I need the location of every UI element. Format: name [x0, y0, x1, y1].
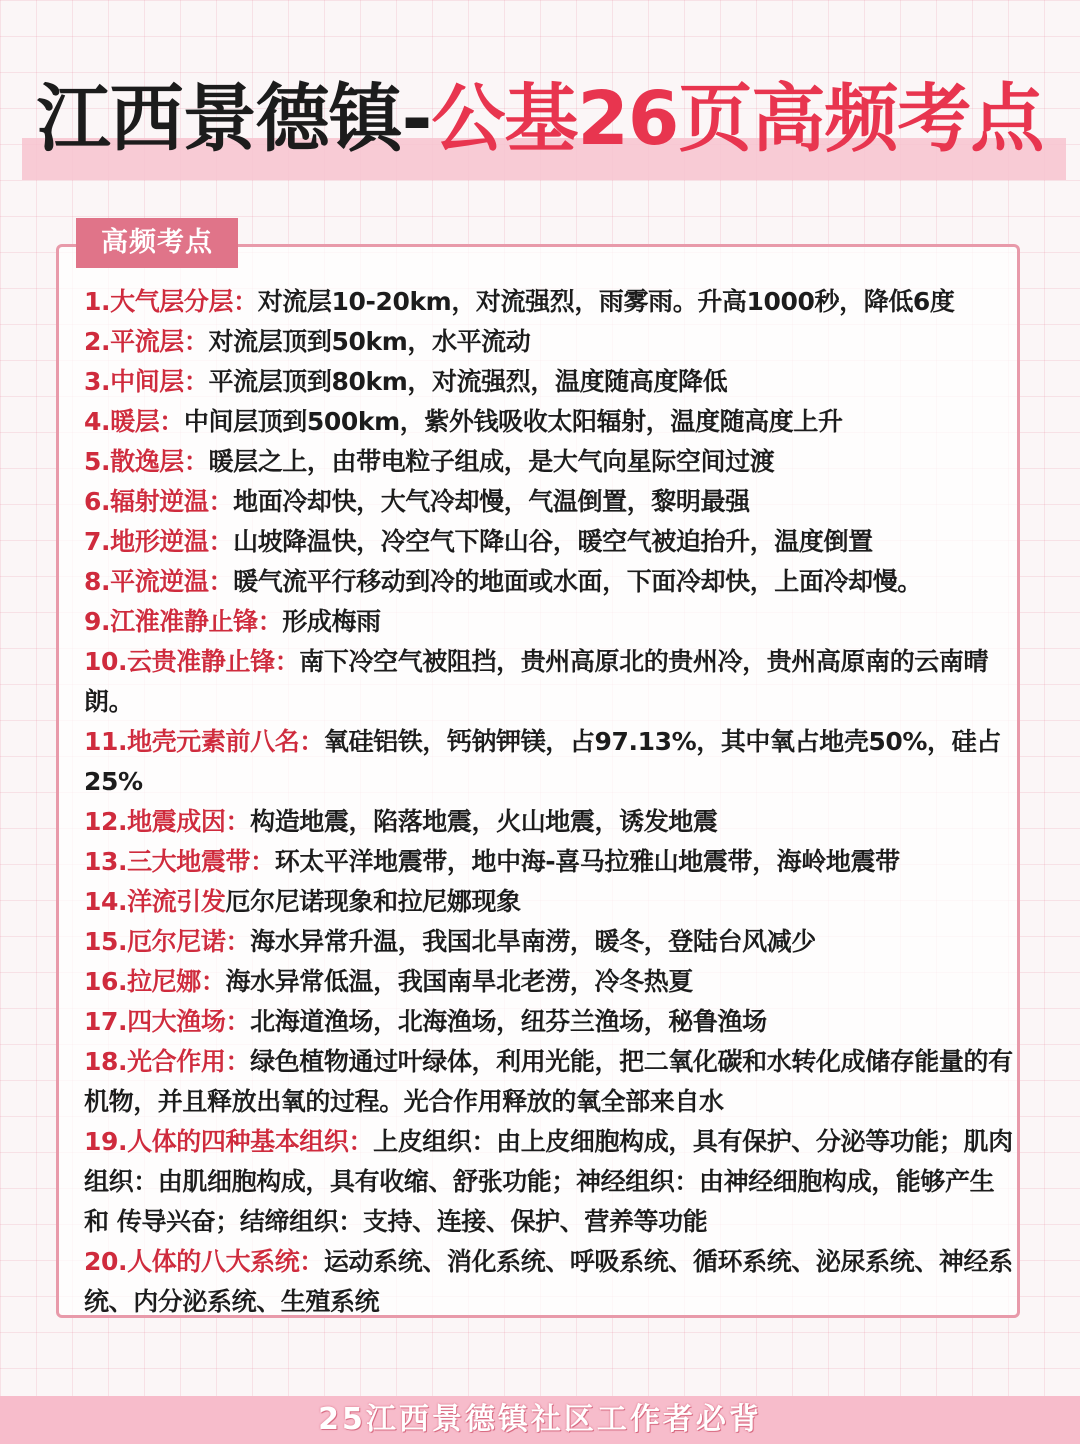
item-label: 17.四大渔场： — [84, 1007, 251, 1036]
page-title — [0, 64, 1080, 174]
item-text: 环太平洋地震带，地中海-喜马拉雅山地震带，海岭地震带 — [274, 847, 900, 876]
item-text: 海水异常低温，我国南旱北老涝，冷冬热夏 — [225, 967, 693, 996]
list-item — [84, 642, 1014, 722]
list-item — [84, 1242, 1014, 1322]
footer-banner: 25江西景德镇社区工作者必背 — [0, 1396, 1080, 1444]
item-label: 2.平流层： — [84, 327, 209, 356]
item-label: 15.厄尔尼诺： — [84, 927, 251, 956]
list-item — [84, 322, 1014, 362]
list-item — [84, 402, 1014, 442]
list-item — [84, 722, 1014, 802]
item-label: 8.平流逆温： — [84, 567, 234, 596]
item-label: 18.光合作用： — [84, 1047, 251, 1076]
item-label: 16.拉尼娜： — [84, 967, 226, 996]
item-label: 20.人体的八大系统： — [84, 1247, 324, 1276]
item-label: 6.辐射逆温： — [84, 487, 234, 516]
item-text: 运动系统、消化系统、呼吸系统、循环系统、泌尿系统、神经系统、内分泌系统、生殖系统 — [84, 1247, 1013, 1316]
item-text: 平流层顶到80km，对流强烈，温度随高度降低 — [208, 367, 728, 396]
item-text: 厄尔尼诺现象和拉尼娜现象 — [225, 887, 521, 916]
item-text: 绿色植物通过叶绿体，利用光能，把二氧化碳和水转化成储存能量的有机物，并且释放出氧的过程。光合作用释放的氧全部来自水 — [84, 1047, 1013, 1116]
list-item — [84, 482, 1014, 522]
list-item — [84, 1042, 1014, 1122]
item-label: 13.三大地震带： — [84, 847, 275, 876]
section-tag: 高频考点 — [76, 218, 238, 268]
list-item — [84, 922, 1014, 962]
item-text: 暖气流平行移动到冷的地面或水面，下面冷却快，上面冷却慢。 — [233, 567, 922, 596]
item-text: 南下冷空气被阻挡，贵州高原北的贵州冷，贵州高原南的云南晴朗。 — [84, 647, 989, 716]
item-label: 12.地震成因： — [84, 807, 251, 836]
item-label: 19.人体的四种基本组织： — [84, 1127, 374, 1156]
item-label: 3.中间层： — [84, 367, 209, 396]
item-label: 11.地壳元素前八名： — [84, 727, 324, 756]
key-points-list — [84, 282, 1014, 1322]
list-item — [84, 522, 1014, 562]
item-label: 4.暖层： — [84, 407, 184, 436]
list-item — [84, 842, 1014, 882]
item-text: 地面冷却快，大气冷却慢，气温倒置，黎明最强 — [233, 487, 750, 516]
title-part-topic: 公基26页高频考点 — [431, 76, 1044, 162]
item-text: 山坡降温快，冷空气下降山谷，暖空气被迫抬升，温度倒置 — [233, 527, 873, 556]
list-item — [84, 882, 1014, 922]
item-text: 对流层顶到50km，水平流动 — [208, 327, 531, 356]
list-item — [84, 962, 1014, 1002]
item-label: 1.大气层分层： — [84, 287, 258, 316]
item-text: 中间层顶到500km，紫外钱吸收太阳辐射，温度随高度上升 — [183, 407, 843, 436]
item-label: 14.洋流引发 — [84, 887, 226, 916]
item-text: 海水异常升温，我国北旱南涝，暖冬，登陆台风减少 — [250, 927, 816, 956]
item-text: 上皮组织：由上皮细胞构成，具有保护、分泌等功能；肌肉组织：由肌细胞构成，具有收缩、舒张功能；神经组织：由神经细胞构成，能够产生和 传导兴奋；结缔组织：支持、连接、保护、营养等功能 — [84, 1127, 1013, 1236]
list-item — [84, 802, 1014, 842]
list-item — [84, 602, 1014, 642]
item-text: 形成梅雨 — [282, 607, 381, 636]
title-part-location: 江西景德镇- — [36, 76, 432, 162]
item-label: 5.散逸层： — [84, 447, 209, 476]
item-text: 暖层之上，由带电粒子组成，是大气向星际空间过渡 — [208, 447, 775, 476]
item-label: 7.地形逆温： — [84, 527, 234, 556]
item-text: 构造地震，陷落地震，火山地震，诱发地震 — [250, 807, 718, 836]
item-label: 9.江淮准静止锋： — [84, 607, 283, 636]
item-text: 北海道渔场，北海渔场，纽芬兰渔场，秘鲁渔场 — [250, 1007, 767, 1036]
list-item — [84, 442, 1014, 482]
item-text: 氧硅铝铁，钙钠钾镁，占97.13%，其中氧占地壳50%，硅占25% — [84, 727, 1001, 796]
list-item — [84, 362, 1014, 402]
list-item — [84, 1122, 1014, 1242]
list-item — [84, 1002, 1014, 1042]
list-item — [84, 562, 1014, 602]
list-item — [84, 282, 1014, 322]
item-label: 10.云贵准静止锋： — [84, 647, 300, 676]
item-text: 对流层10-20km，对流强烈，雨雾雨。升高1000秒，降低6度 — [257, 287, 955, 316]
